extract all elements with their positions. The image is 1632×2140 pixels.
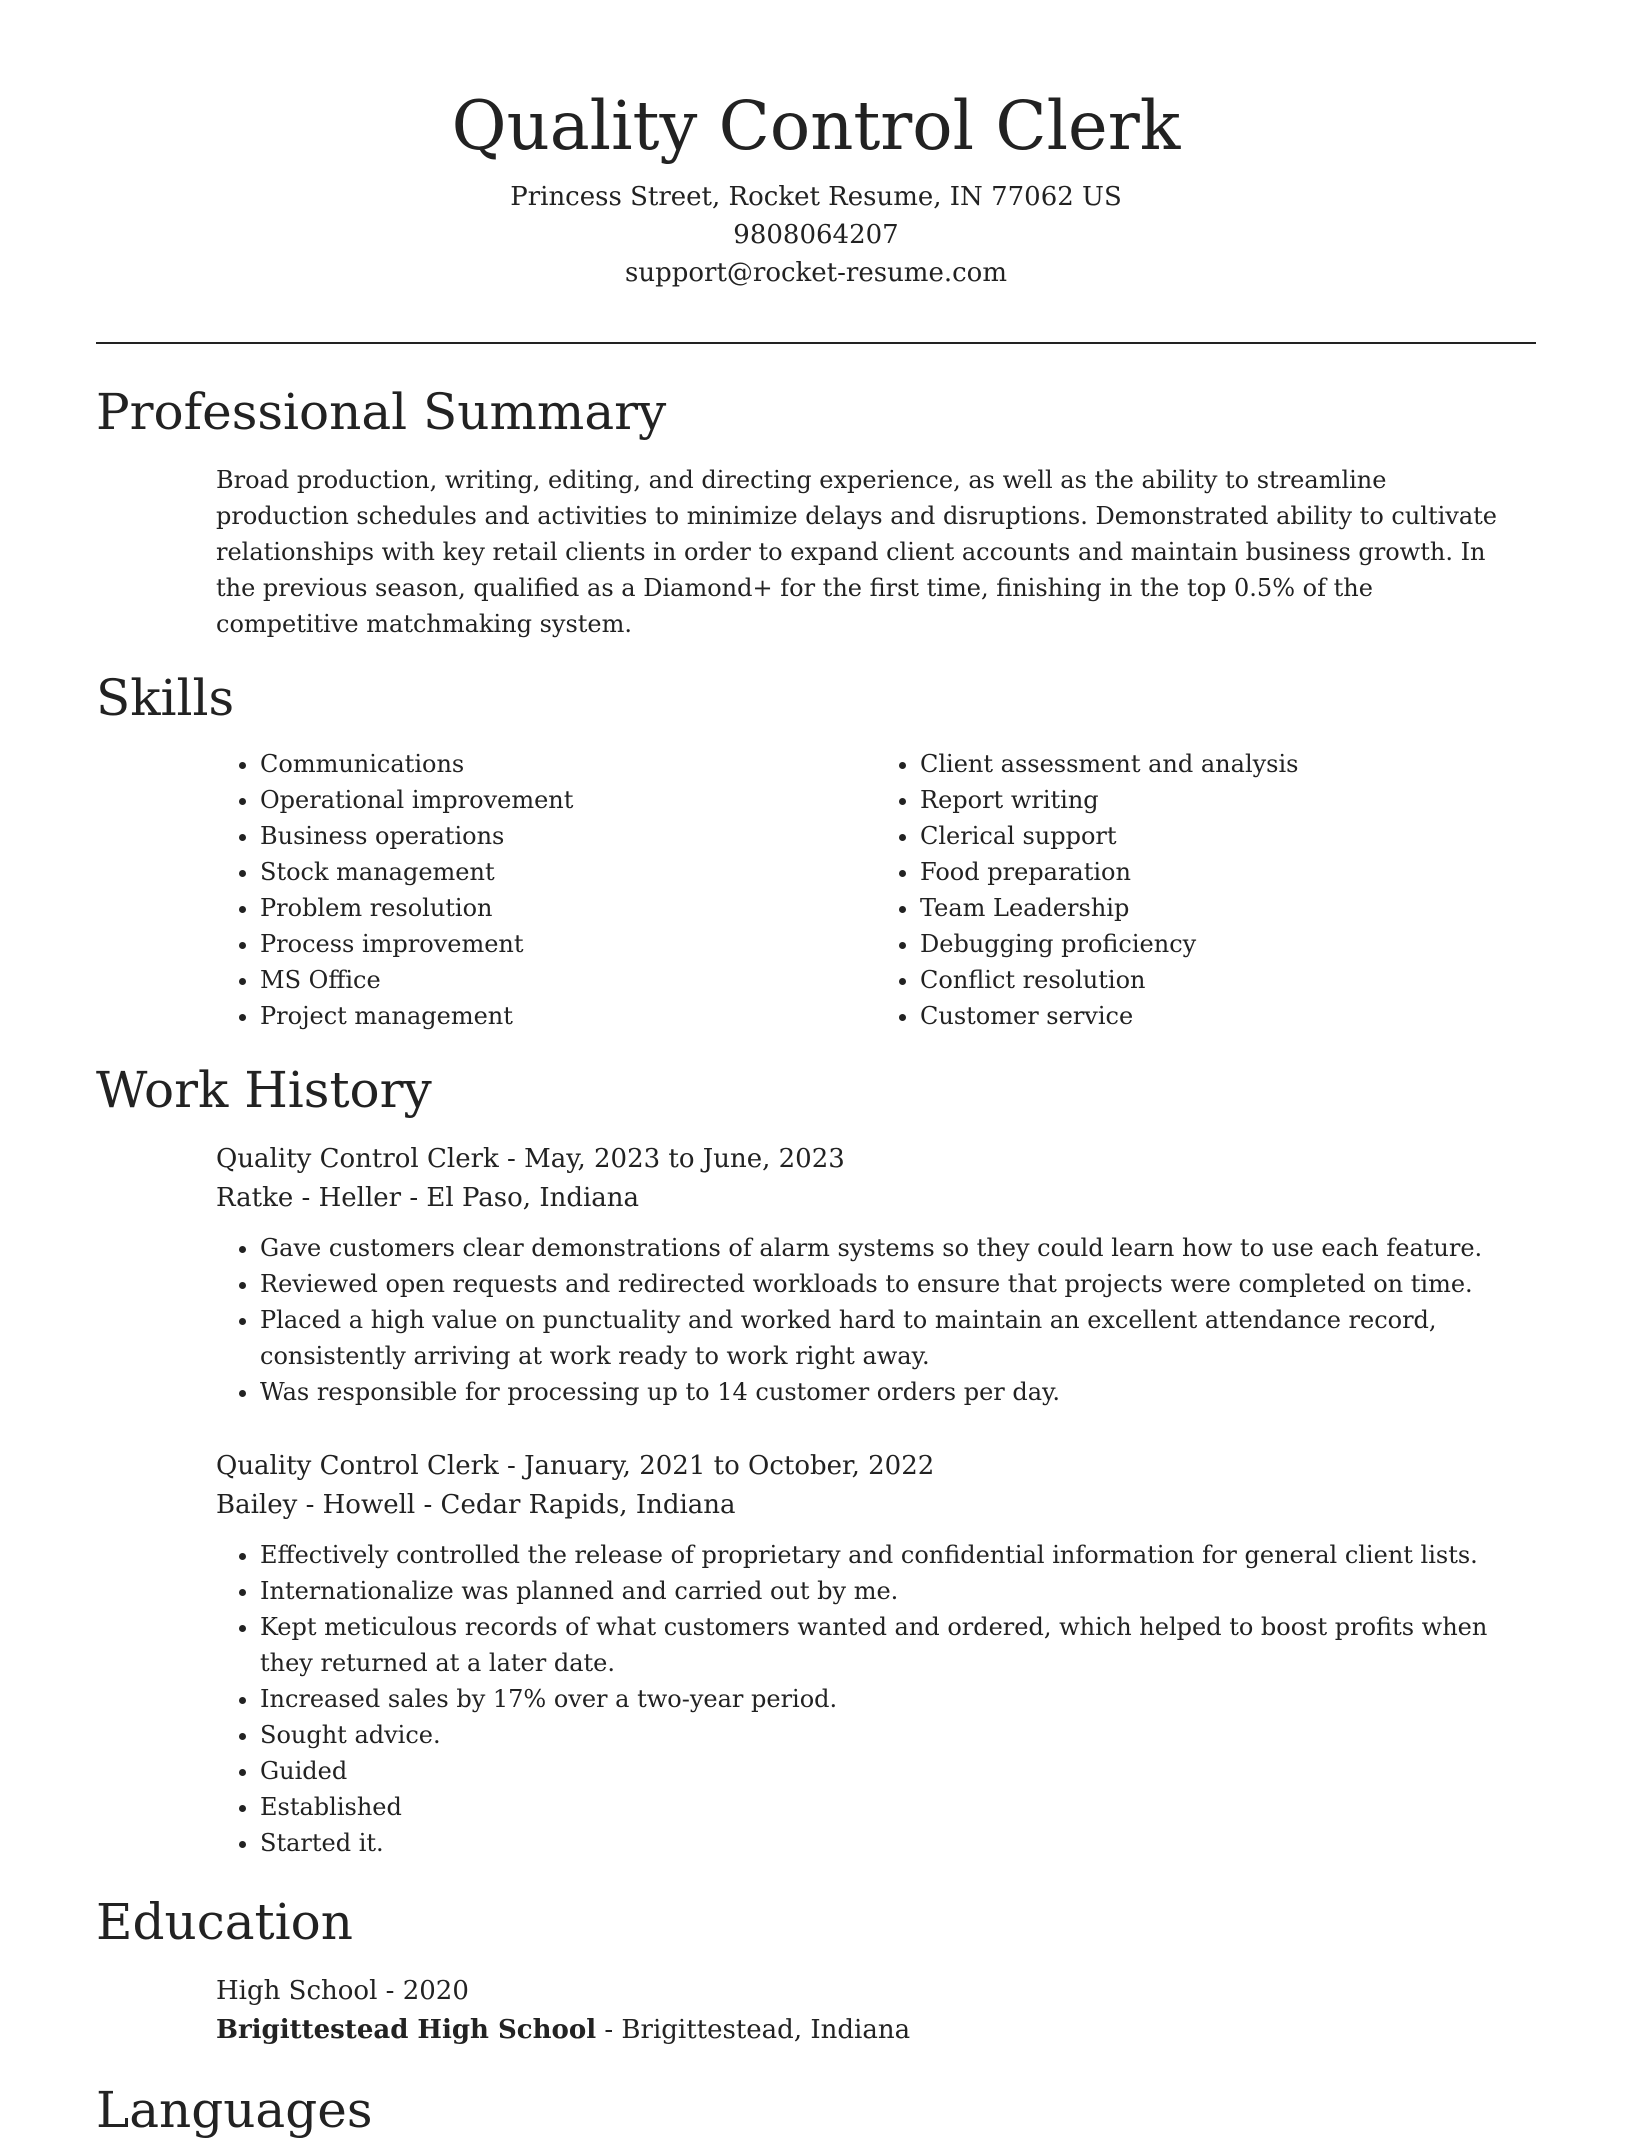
job-bullet: • Internationalize was planned and carried out by me. [260, 1573, 1536, 1609]
skill-item: • Stock management [260, 854, 876, 890]
job-role: Quality Control Clerk [216, 1144, 499, 1174]
languages-title: Languages [96, 2081, 373, 2139]
job-bullet: • Guided [260, 1753, 1536, 1789]
skill-item: • Customer service [920, 998, 1536, 1034]
job-company: Ratke - Heller [216, 1183, 402, 1213]
skill-item: • Communications [260, 746, 876, 782]
job-bullet: • Established [260, 1789, 1536, 1825]
resume-header [0, 0, 1632, 292]
job-bullet: • Was responsible for processing up to 14 customer orders per day. [260, 1374, 1536, 1410]
job-bullet: • Kept meticulous records of what customers wanted and ordered, which helped to boost profits when they returned at a later date. [260, 1609, 1536, 1681]
job-company-line [216, 1179, 1536, 1218]
job-role: Quality Control Clerk [216, 1451, 499, 1481]
school-line [216, 2011, 1536, 2050]
education-entry [216, 1972, 1536, 2050]
skill-item: • Report writing [920, 782, 1536, 818]
skill-item: • Project management [260, 998, 876, 1034]
skills-column-left [216, 746, 876, 1034]
skill-item: • Business operations [260, 818, 876, 854]
header-divider [96, 342, 1536, 344]
job-bullet: • Effectively controlled the release of proprietary and confidential information for general client lists. [260, 1537, 1536, 1573]
skill-item: • Conflict resolution [920, 962, 1536, 998]
job-bullets [216, 1537, 1536, 1861]
work-history-title: Work History [96, 1061, 432, 1119]
skill-item: • Client assessment and analysis [920, 746, 1536, 782]
summary-title: Professional Summary [96, 383, 667, 441]
job-bullet: • Reviewed open requests and redirected workloads to ensure that projects were completed on time. [260, 1266, 1536, 1302]
job-location: - Cedar Rapids, Indiana [415, 1490, 736, 1520]
job-bullets [216, 1230, 1536, 1410]
skill-item: • Clerical support [920, 818, 1536, 854]
skill-item: • Debugging proficiency [920, 926, 1536, 962]
skill-item: • Operational improvement [260, 782, 876, 818]
job-title-line [216, 1447, 1536, 1486]
contact-block [0, 178, 1632, 292]
education-title: Education [96, 1893, 353, 1951]
job-company: Bailey - Howell [216, 1490, 416, 1520]
skill-item: • Process improvement [260, 926, 876, 962]
skill-item: • MS Office [260, 962, 876, 998]
phone: 9808064207 [733, 220, 899, 250]
job-company-line [216, 1486, 1536, 1525]
skills-title: Skills [96, 669, 235, 727]
job-dates: - January, 2021 to October, 2022 [498, 1451, 935, 1481]
graduation-year: - 2020 [377, 1976, 469, 2006]
skill-item: • Food preparation [920, 854, 1536, 890]
job-dates: - May, 2023 to June, 2023 [498, 1144, 845, 1174]
skill-item: • Problem resolution [260, 890, 876, 926]
job-bullet: • Started it. [260, 1825, 1536, 1861]
summary-text: Broad production, writing, editing, and directing experience, as well as the ability to streamline production schedules and activities to minimize delays and disruptions. Demonstrated ability to cultivate relationships with key retail clients in order to expand client accounts and maintain business growth. In the previous season, qualified as a Diamond+ for the first time, finishing in the top 0.5% of the competitive matchmaking system. [216, 466, 1498, 638]
job-title-line [216, 1140, 1536, 1179]
degree-line [216, 1972, 1536, 2011]
job-bullet: • Gave customers clear demonstrations of alarm systems so they could learn how to use each feature. [260, 1230, 1536, 1266]
degree: High School [216, 1976, 378, 2006]
job-entry [216, 1140, 1536, 1410]
job-bullet: • Increased sales by 17% over a two-year period. [260, 1681, 1536, 1717]
email: support@rocket-resume.com [624, 258, 1007, 288]
address: Princess Street, Rocket Resume, IN 77062 US [510, 182, 1122, 212]
school-location: - Brigittestead, Indiana [596, 2015, 911, 2045]
job-bullet: • Sought advice. [260, 1717, 1536, 1753]
school-name: Brigittestead High School [216, 2015, 597, 2045]
candidate-name: Quality Control Clerk [451, 87, 1181, 165]
skills-list [216, 746, 1536, 1034]
job-entry [216, 1447, 1536, 1861]
skill-item: • Team Leadership [920, 890, 1536, 926]
job-bullet: • Placed a high value on punctuality and worked hard to maintain an excellent attendance record, consistently arriving at work ready to work right away. [260, 1302, 1536, 1374]
skills-column-right [876, 746, 1536, 1034]
job-location: - El Paso, Indiana [401, 1183, 640, 1213]
